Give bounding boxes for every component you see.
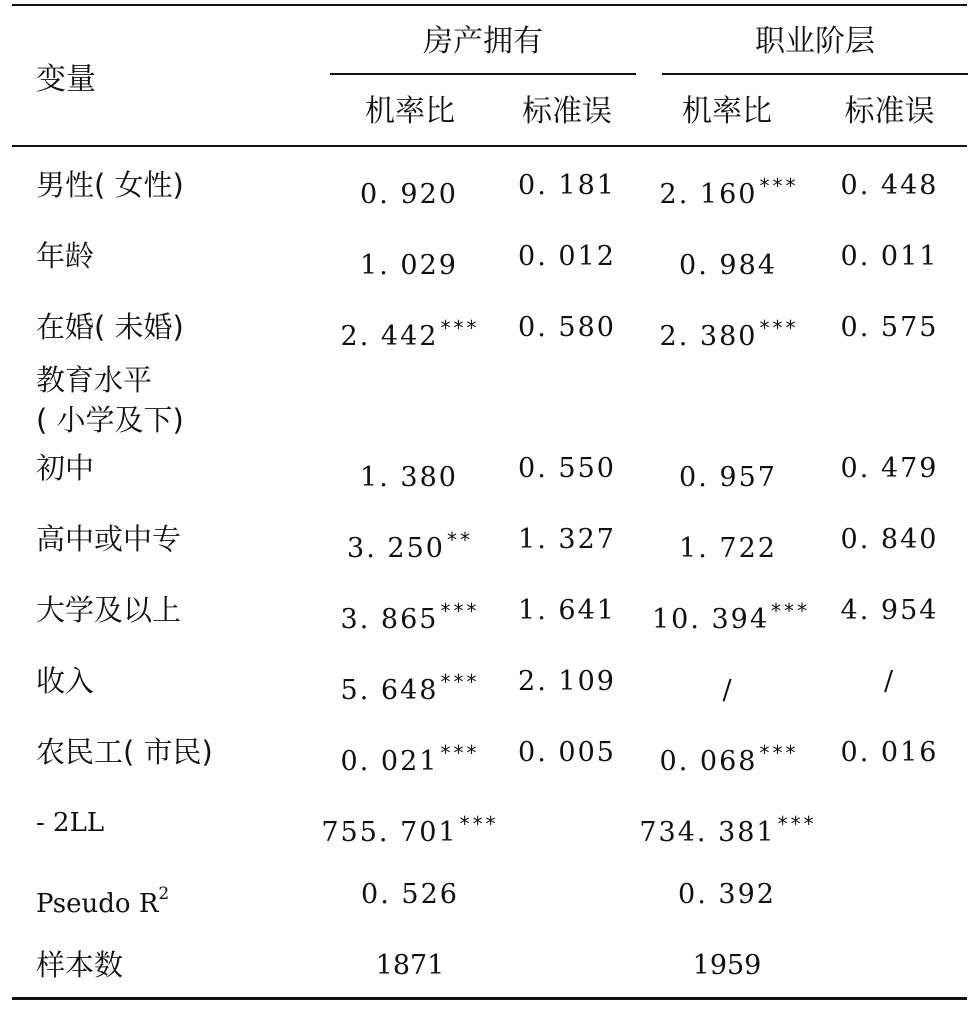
row-label: 男性( 女性) [36,168,184,202]
std-error-housing: 0. 012 [518,241,616,272]
std-error-housing: 0. 005 [518,737,616,768]
std-error-housing: 1. 327 [518,524,616,555]
ll-housing: 755. 701 *** [321,812,499,848]
odds-ratio-housing: 0. 021 *** [340,741,480,777]
table-bottom-rule [12,997,967,1000]
odds-ratio-occupation: 2. 380 *** [659,316,799,352]
ll-label: - 2LL [36,808,105,838]
row-label: 年龄 [36,239,95,273]
std-error-occupation: 0. 011 [840,241,939,272]
std-error-occupation: 0. 479 [840,453,939,484]
group2-underline [662,73,968,75]
std-error-occupation: 0. 840 [840,524,939,555]
education-label-line1: 教育水平 [36,363,153,397]
header-or-1: 机率比 [365,94,455,129]
std-error-occupation: 0. 016 [840,737,939,768]
pseudo-r2-occupation: 0. 392 [678,879,776,910]
odds-ratio-occupation: 2. 160 *** [659,174,799,210]
ll-occupation: 734. 381 *** [639,812,817,848]
education-label-line2: ( 小学及下) [36,403,184,437]
row-label: 初中 [36,451,95,485]
sample-size-housing: 1871 [375,950,445,981]
odds-ratio-occupation: / [722,675,734,706]
odds-ratio-housing: 5. 648 *** [340,670,480,706]
header-se-2: 标准误 [844,94,935,129]
header-group-housing: 房产拥有 [423,24,543,59]
regression-table [12,4,969,1002]
std-error-housing: 0. 550 [518,453,616,484]
std-error-occupation: 0. 448 [840,170,939,201]
odds-ratio-housing: 1. 029 [360,250,458,281]
row-label: 大学及以上 [36,593,182,627]
odds-ratio-occupation: 0. 068 *** [659,741,799,777]
std-error-occupation: / [883,666,896,697]
sample-size-label: 样本数 [36,948,124,982]
group1-underline [330,73,636,75]
row-label: 在婚( 未婚) [36,310,184,344]
row-label: 高中或中专 [36,522,182,556]
std-error-occupation: 0. 575 [840,312,939,343]
odds-ratio-housing: 1. 380 [360,462,458,493]
header-se-1: 标准误 [522,94,612,129]
table-top-rule [12,4,967,6]
pseudo-r2-housing: 0. 526 [361,879,459,910]
odds-ratio-housing: 2. 442 *** [340,316,480,352]
odds-ratio-housing: 3. 250 ** [347,528,473,564]
row-label: 农民工( 市民) [36,735,213,769]
std-error-housing: 2. 109 [518,666,616,697]
std-error-occupation: 4. 954 [840,595,939,626]
std-error-housing: 0. 580 [518,312,616,343]
odds-ratio-occupation: 1. 722 [679,533,777,564]
header-group-occupation: 职业阶层 [755,24,875,59]
odds-ratio-occupation: 10. 394 *** [651,599,811,635]
std-error-housing: 1. 641 [518,595,616,626]
header-variable: 变量 [36,62,96,97]
odds-ratio-housing: 3. 865 *** [340,599,480,635]
sample-size-occupation: 1959 [692,950,762,981]
std-error-housing: 0. 181 [518,170,616,201]
odds-ratio-occupation: 0. 957 [679,462,777,493]
odds-ratio-housing: 0. 920 [360,179,458,210]
header-or-2: 机率比 [682,94,772,129]
pseudo-r2-label: Pseudo $R^2$ [36,884,170,919]
row-label: 收入 [36,664,95,698]
header-bottom-rule [12,145,967,147]
odds-ratio-occupation: 0. 984 [679,250,777,281]
